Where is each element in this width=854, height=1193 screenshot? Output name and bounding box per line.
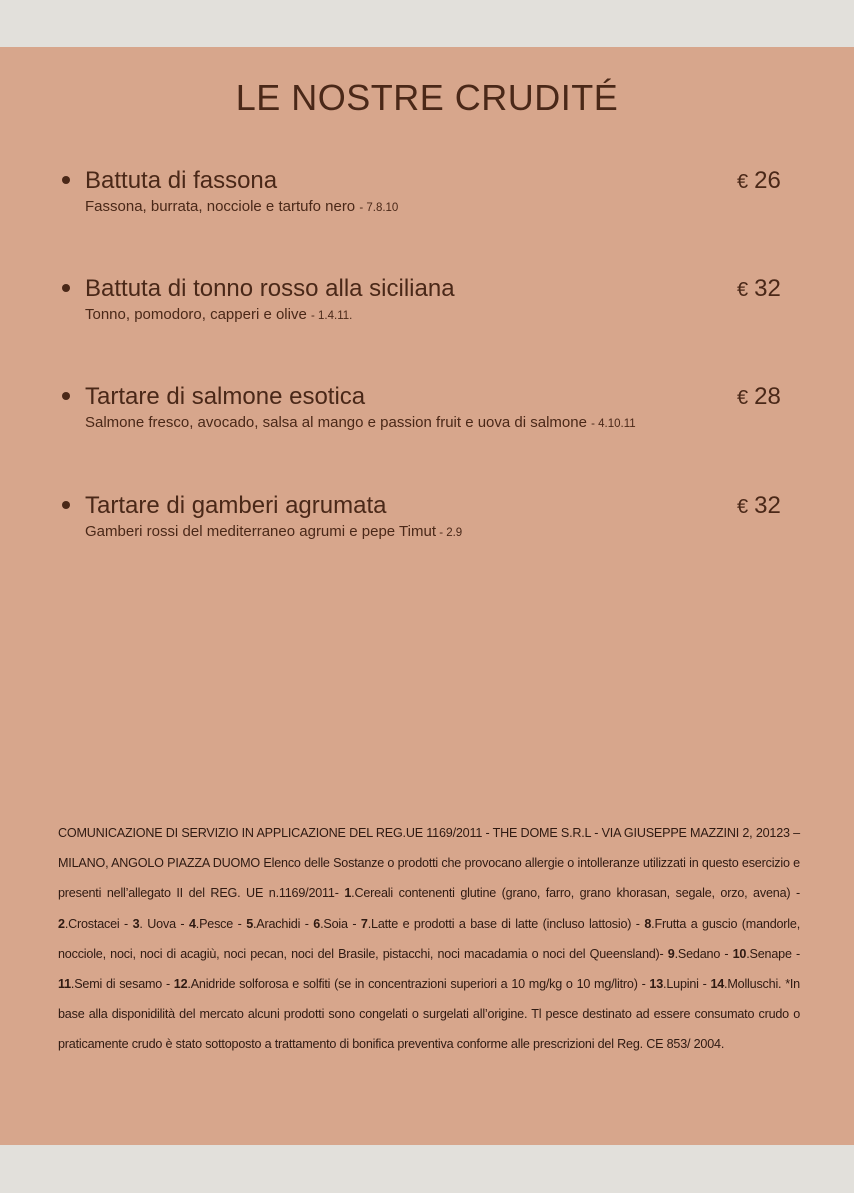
allergen-name: .Arachidi - [253,916,314,931]
price-value: 26 [754,167,781,194]
allergen-name: .Pesce - [195,916,247,931]
allergen-name: .Molluschi. [724,977,786,992]
dish-price [737,167,781,195]
description-text: Fassona, burrata, nocciole e tartufo nero [85,198,356,215]
allergen-name: .Sedano - [674,946,733,961]
dish-description [85,306,802,323]
description-text: Tonno, pomodoro, capperi e olive [85,306,307,323]
allergen-number: 3 [132,916,140,931]
dish-name: Battuta di fassona [85,167,278,194]
allergen-list [58,886,800,991]
notice-intro: COMUNICAZIONE DI SERVIZIO IN APPLICAZIONE DEL REG.UE 1169/2011 - THE DOME S.R.L - VIA GIUSEPPE MAZZINI 2, 20123 – MILANO, ANGOLO PIAZZA DUOMO Elenco delle Sostanze o prodotti che provocano allergie o intolleranze utilizzati in questo esercizio e presenti nell’allegato II del REG. UE n.1169/2011- [58,826,800,901]
allergen-number: 13 [649,977,664,992]
allergen-number: 11 [58,977,71,992]
description-text: Gamberi rossi del mediterraneo agrumi e pepe Timut [85,523,436,540]
dish-name: Tartare di salmone esotica [85,383,366,410]
allergen-name: .Semi di sesamo - [70,977,174,992]
allergen-number: 9 [667,946,675,961]
allergen-number: 2 [58,916,65,931]
allergen-name: .Anidride solforosa e solfiti (se in concentrazioni superiori a 10 mg/kg o 10 mg/litro) - [187,977,650,992]
bullet-icon [62,392,70,400]
allergen-codes: - 7.8.10 [359,202,399,214]
dish-price [737,275,781,303]
allergen-name: . Uova - [139,916,189,931]
allergen-number: 12 [173,977,188,992]
bullet-icon [62,284,70,292]
allergen-number: 4 [188,916,196,931]
dish-price [737,383,781,411]
dish-description [85,523,802,540]
bullet-icon [62,501,70,509]
menu-item [62,167,802,215]
menu-item [62,275,802,323]
bullet-icon [62,176,70,184]
menu-item [62,492,802,540]
dish-price [737,492,781,520]
allergen-number: 8 [644,916,652,931]
allergen-number: 10 [732,946,747,961]
allergen-name: .Latte e prodotti a base di latte (incluso lattosio) - [367,916,645,931]
allergen-codes: - 2.9 [436,527,463,539]
allergen-name: .Lupini - [663,977,711,992]
allergen-name: .Cereali contenenti glutine (grano, farro, grano khorasan, segale, orzo, avena) - [351,886,800,901]
dish-description [85,198,802,215]
currency-symbol: € [737,496,749,518]
dish-name: Battuta di tonno rosso alla siciliana [85,275,455,302]
allergen-name: .Crostacei - [64,916,133,931]
allergen-number: 5 [246,916,253,931]
page-title: LE NOSTRE CRUDITÉ [235,77,619,118]
currency-symbol: € [737,387,749,409]
allergen-number: 7 [360,916,368,931]
allergen-number: 1 [344,886,352,901]
allergen-number: 6 [313,916,321,931]
allergen-number: 14 [710,977,725,992]
price-value: 32 [754,492,781,519]
dish-name: Tartare di gamberi agrumata [85,492,387,519]
allergen-name: .Frutta a guscio (mandorle, nocciole, noci, noci di acagiù, noci pecan, noci del Brasile, pistacchi, noci macadamia o noci del Queensland)- [58,916,800,961]
currency-symbol: € [737,279,749,301]
allergen-codes: - 4.10.11 [591,418,636,430]
currency-symbol: € [737,171,749,193]
allergen-name: .Senape - [746,946,800,961]
menu-item [62,383,802,431]
allergen-codes: - 1.4.11. [310,310,353,322]
description-text: Salmone fresco, avocado, salsa al mango e passion fruit e uova di salmone [85,414,587,431]
notice-footer: *In base alla disponidilità del mercato alcuni prodotti sono congelati o surgelati all’origine. Tl pesce destinato ad essere consumato crudo o praticamente crudo è stato sottoposto a trattamento di bonifica preventiva conforme alle prescrizioni del Reg. CE 853/ 2004. [58,977,800,1052]
allergen-name: .Soia - [320,916,361,931]
dish-description [85,414,802,431]
price-value: 28 [754,383,781,410]
allergen-notice [58,818,800,1060]
menu-page [0,47,854,1145]
price-value: 32 [754,275,781,302]
